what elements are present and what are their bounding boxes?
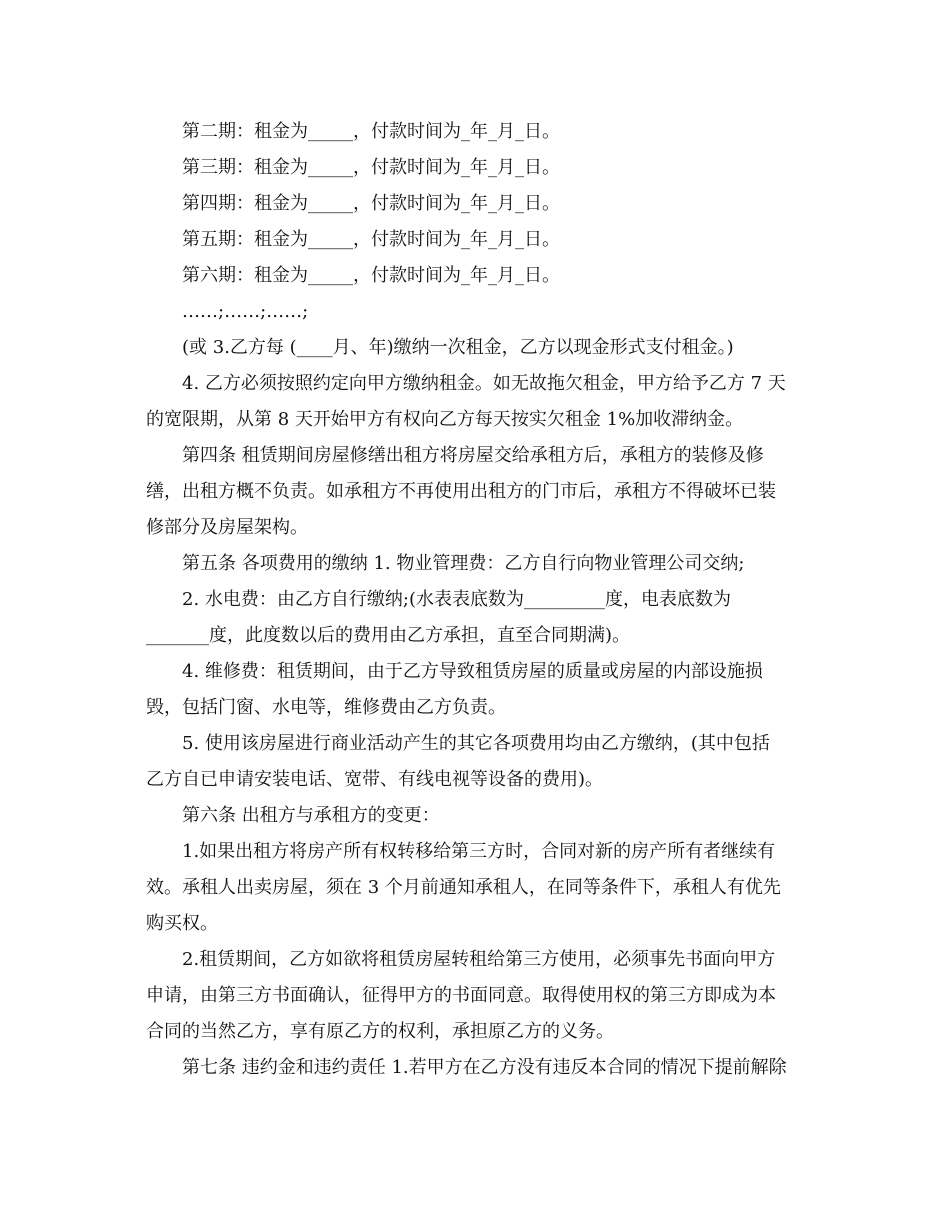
text-line: 第二期：租金为_____，付款时间为_年_月_日。 — [182, 121, 560, 142]
text-line: 购买权。 — [146, 913, 218, 934]
text-line: 4. 维修费：租赁期间，由于乙方导致租赁房屋的质量或房屋的内部设施损 — [182, 661, 763, 682]
text-line: 第四期：租金为_____，付款时间为_年_月_日。 — [182, 193, 560, 214]
text-line: 第五条 各项费用的缴纳 1. 物业管理费：乙方自行向物业管理公司交纳; — [182, 553, 745, 574]
text-line: 的宽限期，从第 8 天开始甲方有权向乙方每天按实欠租金 1%加收滞纳金。 — [146, 409, 744, 430]
text-line: 5. 使用该房屋进行商业活动产生的其它各项费用均由乙方缴纳，(其中包括 — [182, 733, 770, 754]
text-line: 第七条 违约金和违约责任 1.若甲方在乙方没有违反本合同的情况下提前解除 — [182, 1057, 787, 1078]
text-line: 合同的当然乙方，享有原乙方的权利，承担原乙方的义务。 — [146, 1021, 614, 1042]
text-line: (或 3.乙方每 (____月、年)缴纳一次租金，乙方以现金形式支付租金。) — [182, 337, 734, 358]
text-line: 4. 乙方必须按照约定向甲方缴纳租金。如无故拖欠租金，甲方给予乙方 7 天 — [182, 373, 786, 394]
text-line: 第六条 出租方与承租方的变更： — [182, 805, 440, 826]
text-line: 缮，出租方概不负责。如承租方不再使用出租方的门市后，承租方不得破坏已装 — [146, 481, 776, 502]
text-line: 1.如果出租方将房产所有权转移给第三方时，合同对新的房产所有者继续有 — [182, 841, 776, 862]
text-line: 第六期：租金为_____，付款时间为_年_月_日。 — [182, 265, 560, 286]
text-line: 效。承租人出卖房屋，须在 3 个月前通知承租人，在同等条件下，承租人有优先 — [146, 877, 781, 898]
text-line: 乙方自已申请安装电话、宽带、有线电视等设备的费用)。 — [146, 769, 604, 790]
text-line: 修部分及房屋架构。 — [146, 517, 308, 538]
text-line: 2. 水电费：由乙方自行缴纳;(水表表底数为_________度，电表底数为 — [182, 589, 731, 610]
text-line: _______度，此度数以后的费用由乙方承担，直至合同期满)。 — [146, 625, 631, 646]
text-line: ……;……;……; — [182, 301, 309, 322]
text-line: 第四条 租赁期间房屋修缮出租方将房屋交给承租方后，承租方的装修及修 — [182, 445, 764, 466]
text-line: 第五期：租金为_____，付款时间为_年_月_日。 — [182, 229, 560, 250]
text-line: 毁，包括门窗、水电等，维修费由乙方负责。 — [146, 697, 506, 718]
text-line: 第三期：租金为_____，付款时间为_年_月_日。 — [182, 157, 560, 178]
text-line: 申请，由第三方书面确认，征得甲方的书面同意。取得使用权的第三方即成为本 — [146, 985, 776, 1006]
text-line: 2.租赁期间，乙方如欲将租赁房屋转租给第三方使用，必须事先书面向甲方 — [182, 949, 776, 970]
